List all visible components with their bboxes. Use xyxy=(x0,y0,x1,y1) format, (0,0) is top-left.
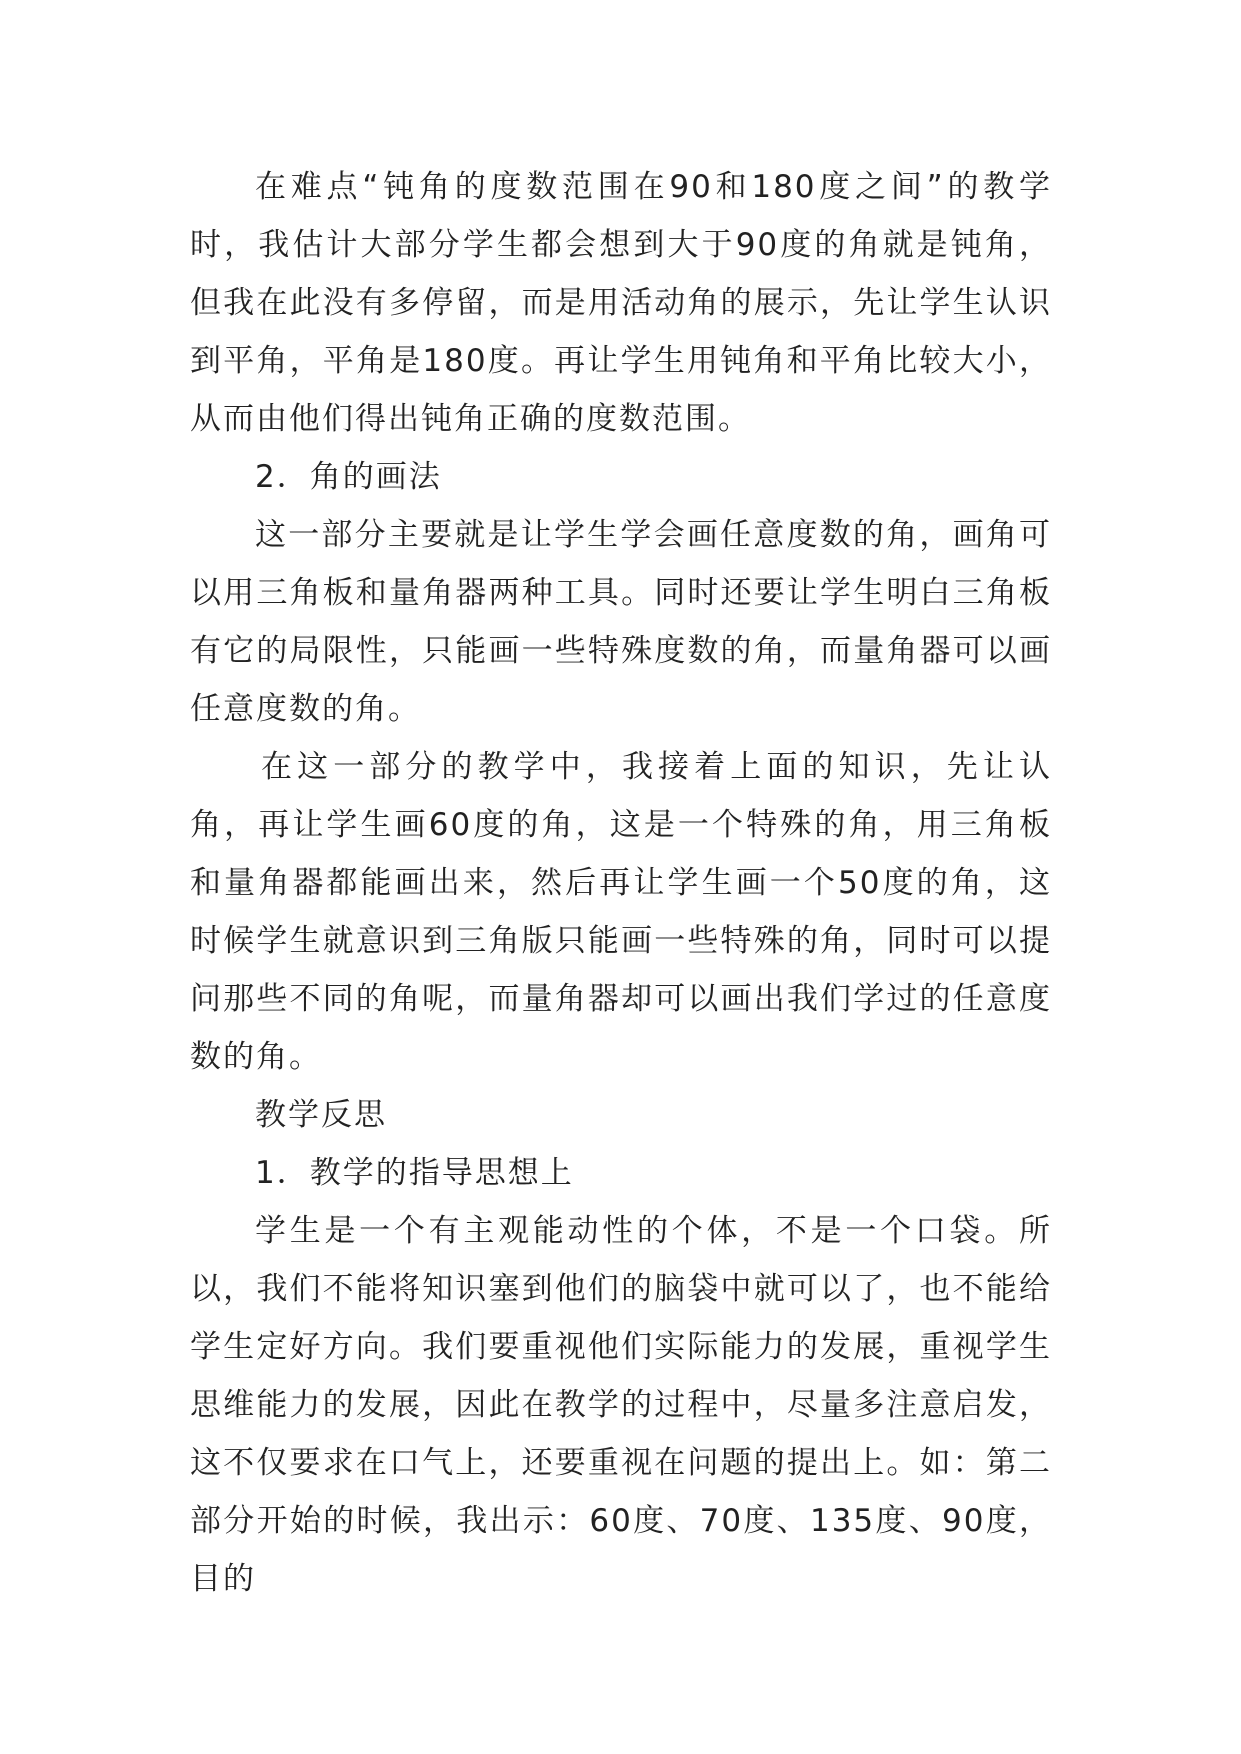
paragraph-drawing-tools: 这一部分主要就是让学生学会画任意度数的角，画角可以用三角板和量角器两种工具。同时还要让学生明白三角板有它的局限性，只能画一些特殊度数的角，而量角器可以画任意度数的角。 xyxy=(190,517,1052,727)
document-body xyxy=(190,158,1052,1608)
paragraph-student-initiative: 学生是一个有主观能动性的个体，不是一个口袋。所以，我们不能将知识塞到他们的脑袋中就可以了，也不能给学生定好方向。我们要重视他们实际能力的发展，重视学生思维能力的发展，因此在教学的过程中，尽量多注意启发，这不仅要求在口气上，还要重视在问题的提出上。如：第二部分开始的时候，我出示：60度、70度、135度、90度，目的 xyxy=(190,1213,1052,1597)
paragraph-drawing-teaching: 在这一部分的教学中，我接着上面的知识，先让认角，再让学生画60度的角，这是一个特殊的角，用三角板和量角器都能画出来，然后再让学生画一个50度的角，这时候学生就意识到三角版只能画一些特殊的角，同时可以提问那些不同的角呢，而量角器却可以画出我们学过的任意度数的角。 xyxy=(190,749,1052,1075)
paragraph-obtuse-angle-range: 在难点“钝角的度数范围在90和180度之间”的教学时，我估计大部分学生都会想到大于90度的角就是钝角，但我在此没有多停留，而是用活动角的展示，先让学生认识到平角，平角是180度。再让学生用钝角和平角比较大小，从而由他们得出钝角正确的度数范围。 xyxy=(190,169,1052,437)
heading-angle-drawing: 2．角的画法 xyxy=(255,459,442,495)
heading-teaching-reflection: 教学反思 xyxy=(255,1097,387,1133)
heading-guiding-idea: 1．教学的指导思想上 xyxy=(255,1155,574,1191)
